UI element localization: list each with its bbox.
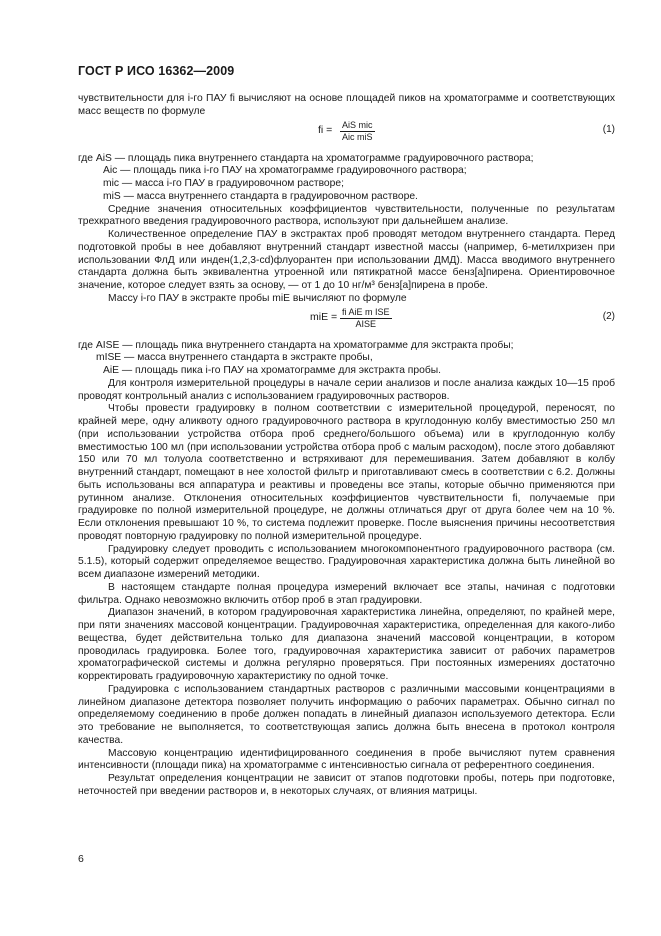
formula-1-number: (1) (602, 123, 615, 135)
page-number: 6 (78, 853, 84, 865)
formula-2-lhs: miE = (310, 310, 338, 323)
paragraph: В настоящем стандарте полная процедура измерений включает все этапы, начиная с подготовки фильтра. Однако невозможно включить отбор проб в этап градуировки. (78, 581, 615, 606)
paragraph: Результат определения концентрации не зависит от этапов подготовки пробы, потерь при подготовке, неточностей при введении растворов и, в некоторых случаях, от влияния матрицы. (78, 773, 615, 797)
definition-line: AiE — площадь пика i-го ПАУ на хроматограмме для экстракта пробы. (103, 365, 441, 376)
formula-2-number: (2) (602, 310, 615, 322)
formula-1-numerator: AiS mic (342, 119, 373, 130)
definition-line: mISE — масса внутреннего стандарта в экстракте пробы, (96, 352, 373, 364)
paragraph: Для контроля измерительной процедуры в начале серии анализов и после анализа каждых 10—15 проб проводят контрольный анализ с использованием градуировочных растворов. (78, 377, 615, 402)
formula-1 (78, 120, 615, 150)
formula-2-numerator: fi AiE m ISE (342, 306, 390, 317)
intro-paragraph: чувствительности для i-го ПАУ fi вычисляют на основе площадей пиков на хроматограмме и соответствующих масс веществ по формуле (78, 93, 615, 117)
paragraph: Массу i-го ПАУ в экстракте пробы miE вычисляют по формуле (108, 292, 407, 304)
formula-2-fraction (340, 307, 392, 330)
paragraph: Диапазон значений, в котором градуировочная характеристика линейна, определяют, по крайней мере, при пяти значениях массовой концентрации. Градуировочная характеристика, определенная для какого-либо вещества, будет действительна только для диапазона значений массовой концентрации, в котором проводилась градуировка. Более того, градуировочная характеристика зависит от рабочих параметров хроматографической системы и должна регулярно проверяться. При постоянных измерениях достаточно корректировать градуировочную характеристику по одной точке. (78, 607, 615, 682)
paragraph: Градуировка с использованием стандартных растворов с различными массовыми концентрациями в линейном диапазоне детектора позволяет получить информацию о рабочих параметрах. Обычно сигнал по определяемому соединению в пробе должен попадать в линейный диапазон используемого детектора. Если это требование не выполняется, то соответствующая запись должна быть внесена в протокол контроля качества. (78, 683, 615, 746)
page-body (78, 93, 615, 799)
paragraph: Средние значения относительных коэффициентов чувствительности, полученные по результатам трехкратного введения градуировочного раствора, используют при дальнейшем анализе. (78, 203, 615, 228)
paragraph: Количественное определение ПАУ в экстрактах проб проводят методом внутреннего стандарта. Перед подготовкой пробы в нее добавляют внутренний стандарт известной массы (например, 6-метилхризен при использовании ФлД или инден(1,2,3-cd)флуорантен при использовании ДМД). Масса вводимого внутреннего стандарта должна быть эквивалентна утроенной или пятикратной массе бенз[a]пирена. Ориентировочное значение, которое следует взять за основу, — от 1 до 10 нг/м³ бенз[a]пирена в пробе. (78, 229, 615, 291)
formula-1-fraction (340, 120, 375, 143)
page-header: ГОСТ Р ИСО 16362—2009 (78, 64, 235, 78)
definition-line: где AiS — площадь пика внутреннего стандарта на хроматограмме градуировочного раствора; (78, 152, 534, 164)
definition-line: где AISE — площадь пика внутреннего стандарта на хроматограмме для экстракта пробы; (78, 339, 514, 351)
definition-line: Aic — площадь пика i-го ПАУ на хроматограмме градуировочного раствора; (103, 165, 467, 177)
definition-line: mic — масса i-го ПАУ в градуировочном растворе; (103, 178, 344, 189)
formula-1-denominator: Aic miS (342, 131, 373, 142)
paragraph: Градуировку следует проводить с использованием многокомпонентного градуировочного раствора (см. 5.1.5), который содержит определяемое вещество. Градуировочная характеристика должна быть линейной во всем диапазоне измерений методики. (78, 543, 615, 580)
paragraph: Массовую концентрацию идентифицированного соединения в пробе вычисляют путем сравнения интенсивности (площади пика) на хроматограмме с интенсивностью сигнала от референтного соединения. (78, 747, 615, 772)
paragraph: Чтобы провести градуировку в полном соответствии с измерительной процедурой, переносят, по крайней мере, одну аликвоту одного градуировочного раствора в круглодонную колбу вместимостью 250 мл (при использовании устройства отбора проб среднего/большого объема) или в круглодонную колбу вместимостью 100 мл (при использовании устройства отбора проб с малым расходом), после этого добавляют 150 или 70 мл толуола соответственно и встряхивают для перемешивания. Затем добавляют в колбу внутренний стандарт, помещают в нее холостой фильтр и приготавливают смесь в соответствии с 6.2. Должны быть использованы вся аппаратура и реактивы и проведены все этапы, которые обычно применяются при рутинном анализе. Отклонения относительных коэффициентов чувствительности fi, получаемые при градуировке по полной измерительной процедуре, не должны отличаться друг от друга более чем на 10 %. Если отклонения превышают 10 %, то система подлежит проверке. После выяснения причины несоответствия проводят повторную градуировку по полной измерительной процедуре. (78, 403, 615, 542)
definition-line: miS — масса внутреннего стандарта в градуировочном растворе. (103, 190, 418, 202)
formula-2-denominator: AISE (355, 318, 377, 329)
formula-2 (78, 307, 615, 337)
formula-1-lhs: fi = (318, 123, 333, 136)
